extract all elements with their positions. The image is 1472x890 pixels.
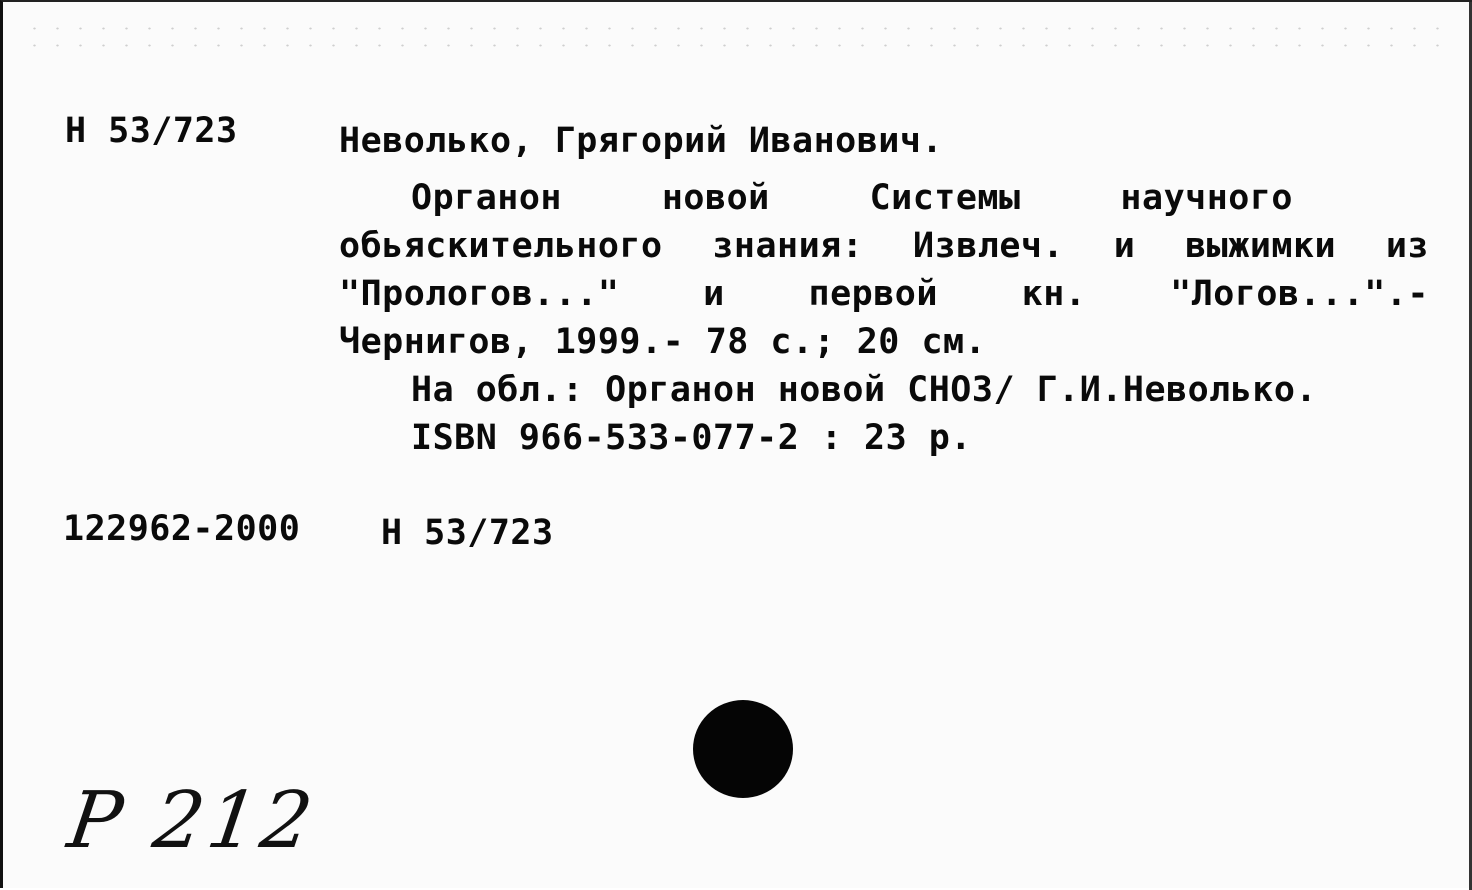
title-line-3: "Прологов..." и первой кн. "Логов...".- — [339, 274, 1429, 314]
accession-number: 122962-2000 — [63, 509, 301, 549]
isbn-price: ISBN 966-533-077-2 : 23 р. — [411, 418, 972, 458]
title-line-2: обьяскительного знания: Извлеч. и выжимки из — [339, 226, 1429, 266]
cover-note: На обл.: Органон новой СНОЗ/ Г.И.Неволько. — [411, 370, 1318, 410]
call-number: Н 53/723 — [65, 111, 238, 151]
title-line-1: Органон новой Системы научного — [411, 178, 1293, 218]
accession-call-number: Н 53/723 — [381, 513, 554, 553]
scan-noise — [23, 20, 1443, 60]
bibliographic-description — [339, 174, 1439, 462]
imprint-line: Чернигов, 1999.- 78 с.; 20 см. — [339, 322, 987, 362]
handwritten-shelf-mark: Р 212 — [62, 776, 322, 866]
author-heading: Неволько, Грягорий Иванович. — [339, 121, 944, 161]
punch-hole — [693, 700, 793, 798]
